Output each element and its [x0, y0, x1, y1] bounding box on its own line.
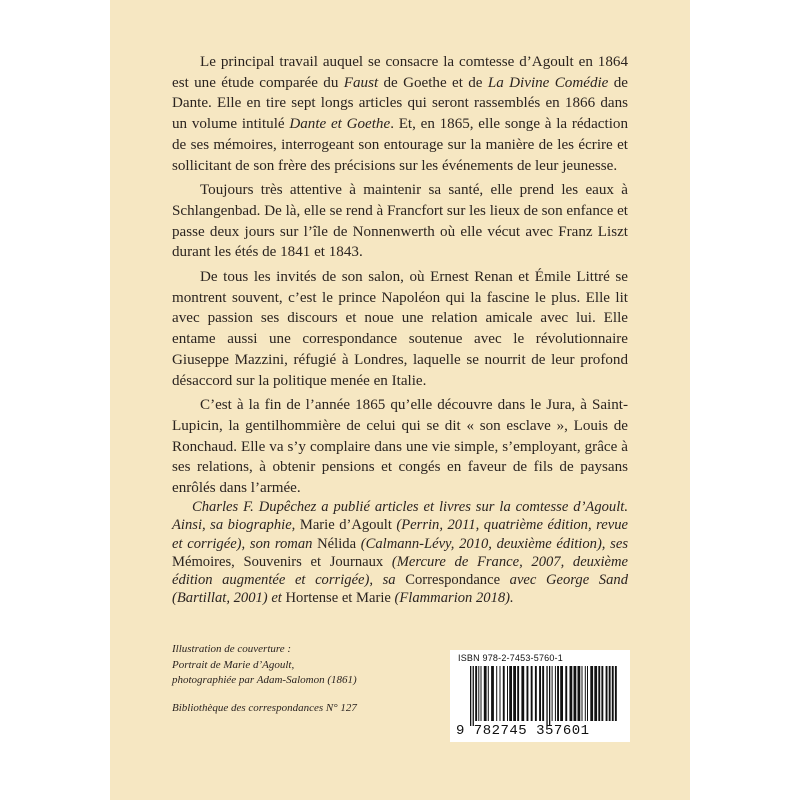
barcode-bar — [555, 666, 556, 721]
barcode-bar — [582, 666, 583, 721]
italic-run: La Divine Comédie — [487, 74, 609, 91]
barcode-bar — [570, 666, 573, 721]
isbn-barcode — [450, 650, 630, 742]
barcode-bar — [521, 666, 524, 721]
text-run: de Dante. Elle en tire sept longs articles qui seront rassemblés en 1866 dans un volume intitulé — [172, 74, 628, 133]
italic-run: Dante et Goethe — [289, 116, 391, 133]
barcode-bar — [503, 666, 505, 721]
summary-text — [172, 52, 628, 503]
barcode-bar — [478, 666, 479, 721]
barcode-digits: 9 782745 357601 — [456, 723, 590, 739]
barcode-bar — [509, 666, 512, 721]
barcode-bars — [470, 666, 620, 726]
barcode-bar — [513, 666, 516, 721]
summary-paragraph — [172, 267, 628, 391]
barcode-bar — [552, 666, 553, 721]
italic-run: (Flammarion 2018). — [390, 590, 514, 607]
isbn-label: ISBN 978-2-7453-5760-1 — [458, 653, 563, 663]
barcode-bar — [574, 666, 577, 721]
barcode-bar — [475, 666, 477, 721]
barcode-bar — [527, 666, 529, 721]
italic-run: Charles F. Dupêchez a publié articles et livres sur la comtesse d’Agoult. Ainsi, sa biographie, — [172, 499, 628, 534]
barcode-bar — [542, 666, 544, 721]
text-run: C’est à la fin de l’année 1865 qu’elle découvre dans le Jura, à Saint-Lupicin, la gentilhommière de celui qui se dit « son esclave », Louis de Ronchaud. Elle va s’y complaire dans une vie simple, s’employant, grâce à ses relations, à obtenir pensions et congés en faveur de fils de paysans enrôlés dans l’armée. — [172, 397, 628, 497]
italic-run: (Perrin, 2011, quatrième édition, revue et corrigée), son roman — [172, 517, 628, 552]
barcode-bar — [496, 666, 497, 721]
barcode-bar — [481, 666, 482, 721]
barcode-bar — [507, 666, 508, 721]
collection-label: Bibliothèque des correspondances N° 127 — [172, 702, 357, 714]
barcode-bar — [585, 666, 586, 721]
barcode-bar — [609, 666, 611, 721]
barcode-bar — [539, 666, 541, 721]
summary-paragraph — [172, 52, 628, 176]
barcode-bar — [535, 666, 537, 721]
summary-paragraph — [172, 180, 628, 263]
barcode-bar — [491, 666, 494, 721]
barcode-bar — [587, 666, 588, 721]
author-bio — [172, 498, 628, 608]
barcode-bar — [488, 666, 489, 721]
barcode-bar — [615, 666, 617, 721]
barcode-bar — [594, 666, 597, 721]
italic-run: (Mercure de France, 2007, deuxième édition augmentée et corrigée), sa — [172, 553, 628, 589]
text-run: de Goethe et de — [378, 74, 488, 91]
italic-run: (Calmann-Lévy, 2010, deuxième édition), ses — [356, 535, 628, 552]
barcode-bar — [565, 666, 567, 721]
barcode-bar — [590, 666, 593, 721]
barcode-bar — [484, 666, 487, 721]
barcode-bar — [531, 666, 533, 721]
barcode-bar — [517, 666, 519, 721]
credit-line: Portrait de Marie d’Agoult, — [172, 658, 295, 671]
barcode-bar — [473, 666, 474, 726]
text-run: Le principal travail auquel se consacre la comtesse d’Agoult en 1864 est une étude comparée du — [172, 54, 628, 91]
barcode-bar — [557, 666, 559, 721]
barcode-bar — [598, 666, 600, 721]
credit-line: photographiée par Adam-Salomon (1861) — [172, 674, 357, 686]
summary-paragraph — [172, 395, 628, 499]
italic-run: avec George Sand (Bartillat, 2001) et — [172, 572, 628, 607]
italic-run: Faust — [343, 74, 379, 91]
text-run: Hortense et Marie — [285, 590, 391, 607]
barcode-bar — [470, 666, 471, 726]
barcode-bar — [560, 666, 563, 721]
cover-illustration-credit — [172, 642, 432, 689]
barcode-bar — [601, 666, 603, 721]
text-run: Toujours très attentive à maintenir sa santé, elle prend les eaux à Schlangenbad. De là, elle se rend à Francfort sur les lieux de son enfance et passe deux jours sur l’île de Nonnenwerth où elle vécut avec Franz Liszt durant les étés de 1841 et 1843. — [172, 182, 628, 261]
barcode-bar — [606, 666, 608, 721]
text-run: Correspondance — [405, 572, 501, 589]
text-run: Nélida — [317, 535, 357, 552]
barcode-bar — [578, 666, 581, 721]
text-run: Marie d’Agoult — [299, 517, 392, 534]
text-run: . Et, en 1865, elle songe à la rédaction de ses mémoires, interrogeant son entourage sur la manière de les écrire et sollicitant de son frère des précisions sur les événements de leur jeunesse. — [172, 116, 628, 174]
barcode-bar — [546, 666, 547, 726]
barcode-bar — [549, 666, 550, 726]
text-run: Mémoires, Souvenirs et Journaux — [172, 553, 384, 570]
barcode-bar — [500, 666, 501, 721]
credit-line: Illustration de couverture : — [172, 643, 292, 655]
text-run: De tous les invités de son salon, où Ernest Renan et Émile Littré se montrent souvent, c’est le prince Napoléon qui la fascine le plus. Elle lit avec passion ses discours et noue une relation amicale avec lui. Elle entame aussi une correspondance soutenue avec le révolutionnaire Giuseppe Mazzini, réfugié à Londres, laquelle se nourrit de leur profond désaccord sur la politique menée en Italie. — [172, 269, 628, 389]
barcode-bar — [612, 666, 614, 721]
